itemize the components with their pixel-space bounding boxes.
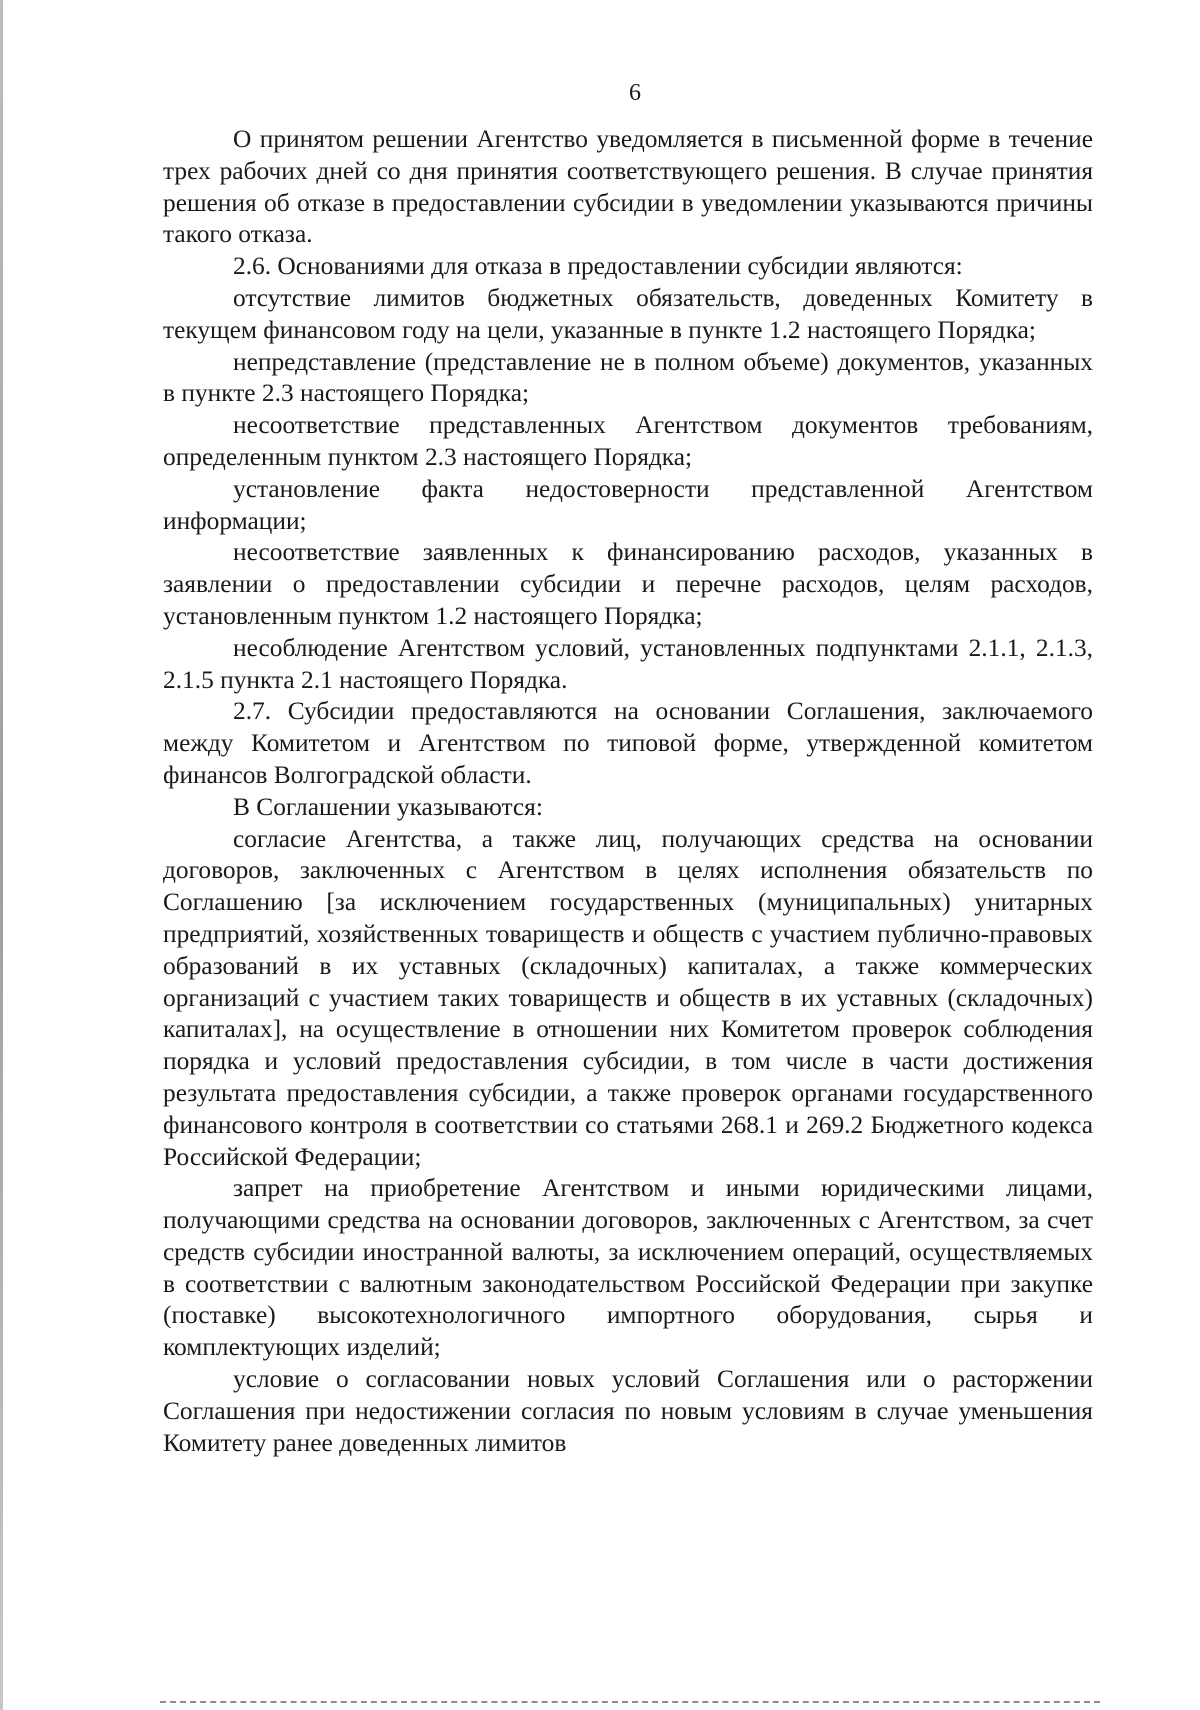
- paragraph-2-6-grounds-for-refusal: 2.6. Основаниями для отказа в предоставлении субсидии являются:: [233, 252, 963, 281]
- document-body: [163, 124, 1093, 1459]
- paragraph-expenses-mismatch: несоответствие заявленных к финансированию расходов, указанных в заявлении о предоставлении субсидии и перечне расходов, целям расходов, установленным пунктом 1.2 настоящего Порядка;: [163, 538, 1093, 630]
- paragraph-agreement-contents: В Соглашении указываются:: [233, 792, 543, 821]
- paragraph-documents-not-submitted: непредставление (представление не в полном объеме) документов, указанных в пункте 2.3 настоящего Порядка;: [163, 347, 1093, 408]
- paragraph-documents-noncompliance: несоответствие представленных Агентством документов требованиям, определенным пунктом 2.3 настоящего Порядка;: [163, 411, 1093, 471]
- paragraph-consent-to-inspections: согласие Агентства, а также лиц, получающих средства на основании договоров, заключенных с Агентством в целях исполнения обязательств по Соглашению [за исключением государственных (муниципальных) унитарных предприятий, хозяйственных товариществ и обществ с участием публично-правовых образований в их уставных (складочных) капиталах, а также коммерческих организаций с участием таких товариществ и обществ в их уставных (складочных) капиталах], на осуществление в отношении них Комитетом проверок соблюдения порядка и условий предоставления субсидии, в том числе в части достижения результата предоставления субсидии, а также проверок органами государственного финансового контроля в соответствии со статьями 268.1 и 269.2 Бюджетного кодекса Российской Федерации;: [163, 824, 1093, 1171]
- paragraph-2-7-agreement: 2.7. Субсидии предоставляются на основании Соглашения, заключаемого между Комитетом и Агентством по типовой форме, утвержденной комитетом финансов Волгоградской области.: [163, 697, 1093, 789]
- paragraph-conditions-violation: несоблюдение Агентством условий, установленных подпунктами 2.1.1, 2.1.3, 2.1.5 пункта 2.1 настоящего Порядка.: [163, 633, 1093, 694]
- paragraph-foreign-currency-ban: запрет на приобретение Агентством и иными юридическими лицами, получающими средства на основании договоров, заключенных с Агентством, за счет средств субсидии иностранной валюты, за исключением операций, осуществляемых в соответствии с валютным законодательством Российской Федерации при закупке (поставке) высокотехнологичного импортного оборудования, сырья и комплектующих изделий;: [163, 1174, 1093, 1362]
- scan-left-edge: [0, 0, 3, 1710]
- paragraph-no-budget-limits: отсутствие лимитов бюджетных обязательств, доведенных Комитету в текущем финансовом году на цели, указанные в пункте 1.2 настоящего Порядка;: [163, 283, 1093, 344]
- scan-bottom-edge: [160, 1701, 1100, 1703]
- paragraph-new-conditions-approval: условие о согласовании новых условий Соглашения или о расторжении Соглашения при недостижении согласия по новым условиям в случае уменьшения Комитету ранее доведенных лимитов: [163, 1365, 1093, 1457]
- paragraph-false-information: установление факта недостоверности представленной Агентством информации;: [163, 474, 1093, 535]
- page-number: 6: [629, 80, 641, 106]
- paragraph-agency-notification: О принятом решении Агентство уведомляется в письменной форме в течение трех рабочих дней со дня принятия соответствующего решения. В случае принятия решения об отказе в предоставлении субсидии в уведомлении указываются причины такого отказа.: [163, 125, 1093, 249]
